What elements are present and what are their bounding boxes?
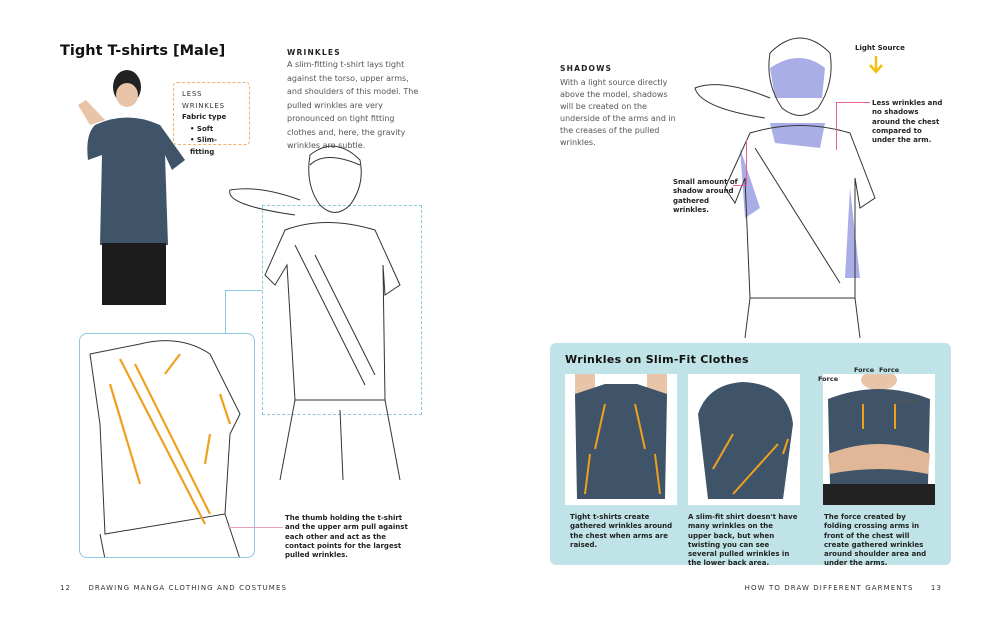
closeup-drawing (80, 334, 255, 558)
crossed-arms-icon (823, 374, 935, 505)
force-label: Force (898, 397, 919, 405)
running-head: DRAWING MANGA CLOTHING AND COSTUMES (88, 584, 288, 592)
caption-back-twist: A slim-fit shirt doesn't have many wrinkles on the upper back, but when twisting you can see several pulled wrinkles in the lower back area. (688, 513, 798, 568)
photo-back-twist (688, 374, 800, 505)
page-title: Tight T-shirts [Male] (60, 43, 226, 59)
less-wrinkles-note: Less wrinkles and no shadows around the chest compared to under the arm. (872, 99, 943, 145)
photo-arms-crossed (823, 374, 935, 505)
shadows-text: With a light source directly above the model, shadows will be created on the underside of the arms and in the creases of the pulled wrinkles. (560, 78, 676, 147)
pointer-line (228, 527, 283, 528)
pointer-line (836, 102, 837, 150)
running-head: HOW TO DRAW DIFFERENT GARMENTS (744, 584, 914, 592)
wrinkles-text: A slim-fitting t-shirt lays tight against the torso, upper arms, and shoulders of this model. The pulled wrinkles are very pronounced on tight fitting clothes and, here, the gravity wrinkles are subtle. (287, 60, 419, 150)
caption-arms-raised: Tight t-shirts create gathered wrinkles around the chest when arms are raised. (570, 513, 673, 549)
less-wrinkles-heading: LESS WRINKLES (182, 90, 225, 110)
photo-arms-raised (565, 374, 677, 505)
shadows-heading: SHADOWS (560, 64, 613, 73)
wrinkles-heading: WRINKLES (287, 48, 341, 57)
fabric-item: • Soft (190, 124, 241, 136)
force-label: Force (879, 366, 900, 374)
arrow-down-icon (868, 56, 884, 76)
force-label: Force (818, 375, 839, 383)
light-source-label: Light Source (855, 44, 905, 52)
panel-title: Wrinkles on Slim-Fit Clothes (565, 353, 749, 366)
pointer-line (836, 102, 870, 103)
model-photo (60, 65, 190, 305)
model-figure-icon (60, 65, 190, 305)
small-shadow-note: Small amount of shadow around gathered wrinkles. (673, 178, 738, 214)
fabric-type-label: Fabric type (182, 113, 227, 121)
fabric-item: • Slim-fitting (190, 135, 241, 158)
shirt-back-icon (688, 374, 800, 505)
page-number: 13 (930, 584, 942, 592)
thumb-note: The thumb holding the t-shirt and the upper arm pull against each other and act as the contact points for the largest pulled wrinkles. (285, 514, 408, 560)
manga-line-drawing (225, 135, 425, 480)
closeup-panel (79, 333, 255, 558)
left-footer (60, 584, 287, 592)
right-footer (745, 584, 942, 592)
caption-arms-crossed: The force created by folding crossing arms in front of the chest will create gathered wrinkles around shoulder area and under the arms. (824, 513, 927, 568)
force-label: Force (854, 366, 875, 374)
shirt-figure-icon (565, 374, 677, 505)
page-number: 12 (60, 584, 72, 592)
pointer-line (746, 140, 747, 186)
